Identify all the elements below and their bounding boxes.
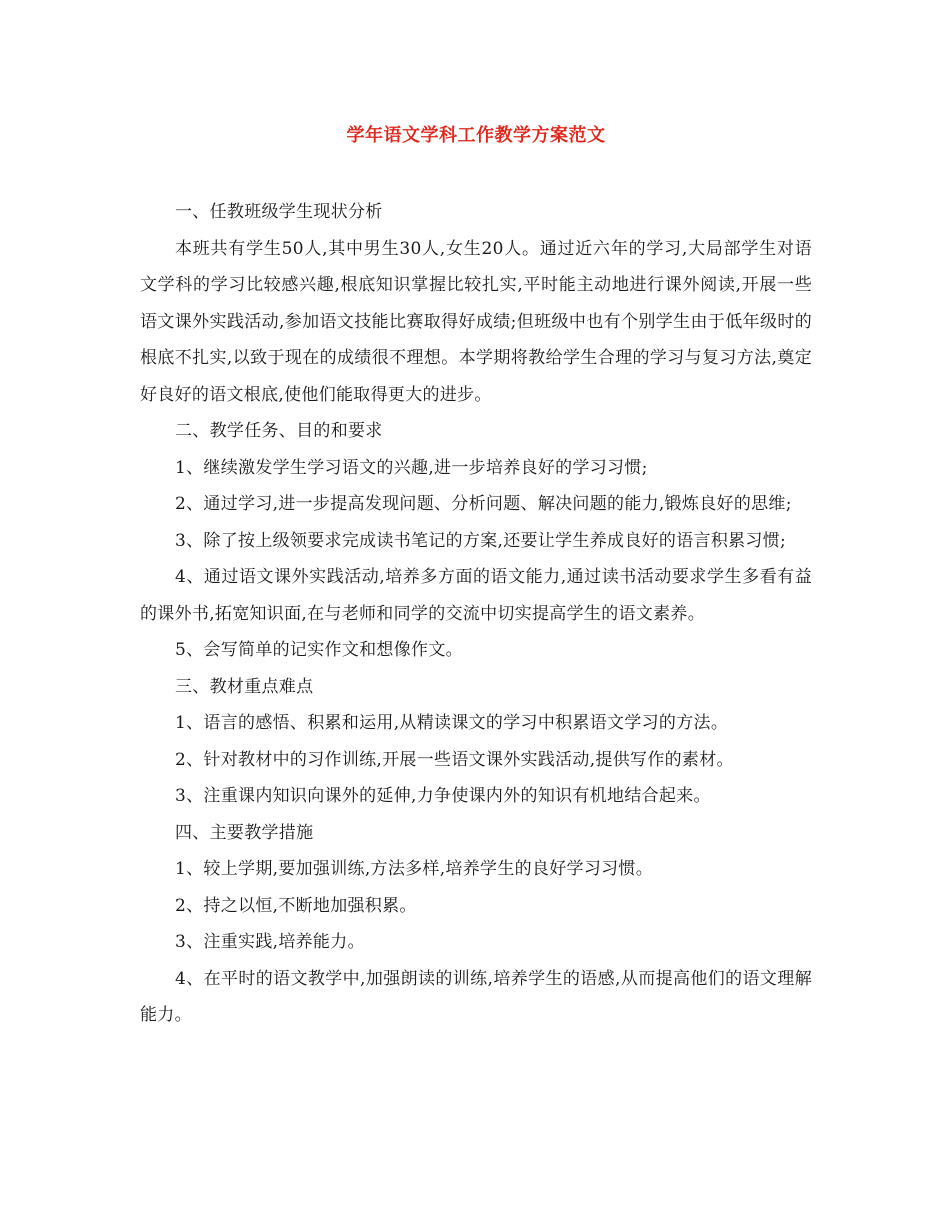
document-page [140, 118, 812, 1034]
goal-item-4: 4、通过语文课外实践活动,培养多方面的语文能力,通过读书活动要求学生多看有益的课外书,拓宽知识面,在与老师和同学的交流中切实提高学生的语文素养。 [140, 567, 812, 624]
document-title: 学年语文学科工作教学方案范文 [346, 125, 606, 146]
section-heading-4: 四、主要教学措施 [175, 822, 314, 843]
section-heading-1: 一、任教班级学生现状分析 [175, 202, 383, 222]
measure-item-1: 1、较上学期,要加强训练,方法多样,培养学生的良好学习习惯。 [175, 859, 654, 879]
section-heading-3: 三、教材重点难点 [175, 676, 314, 697]
key-point-3: 3、注重课内知识向课外的延伸,力争使课内外的知识有机地结合起来。 [175, 786, 711, 806]
key-point-2: 2、针对教材中的习作训练,开展一些语文课外实践活动,提供写作的素材。 [175, 749, 734, 770]
goal-item-5: 5、会写简单的记实作文和想像作文。 [175, 640, 463, 660]
key-point-1: 1、语言的感悟、积累和运用,从精读课文的学习中积累语文学习的方法。 [175, 713, 729, 733]
goal-item-1: 1、继续激发学生学习语文的兴趣,进一步培养良好的学习习惯; [175, 457, 648, 478]
goal-item-2: 2、通过学习,进一步提高发现问题、分析问题、解决问题的能力,锻炼良好的思维; [175, 494, 792, 514]
measure-item-3: 3、注重实践,培养能力。 [175, 932, 365, 952]
paragraph-class-analysis: 本班共有学生50人,其中男生30人,女生20人。通过近六年的学习,大局部学生对语文学科的学习比较感兴趣,根底知识掌握比较扎实,平时能主动地进行课外阅读,开展一些语文课外实践活动,参加语文技能比赛取得好成绩;但班级中也有个别学生由于低年级时的根底不扎实,以致于现在的成绩很不理想。本学期将教给学生合理的学习与复习方法,奠定好良好的语文根底,使他们能取得更大的进步。 [140, 238, 812, 405]
measure-item-2: 2、持之以恒,不断地加强积累。 [175, 895, 417, 916]
measure-item-4: 4、在平时的语文教学中,加强朗读的训练,培养学生的语感,从而提高他们的语文理解能力。 [140, 968, 812, 1025]
goal-item-3: 3、除了按上级领要求完成读书笔记的方案,还要让学生养成良好的语言积累习惯; [175, 530, 787, 551]
section-heading-2: 二、教学任务、目的和要求 [175, 421, 383, 441]
